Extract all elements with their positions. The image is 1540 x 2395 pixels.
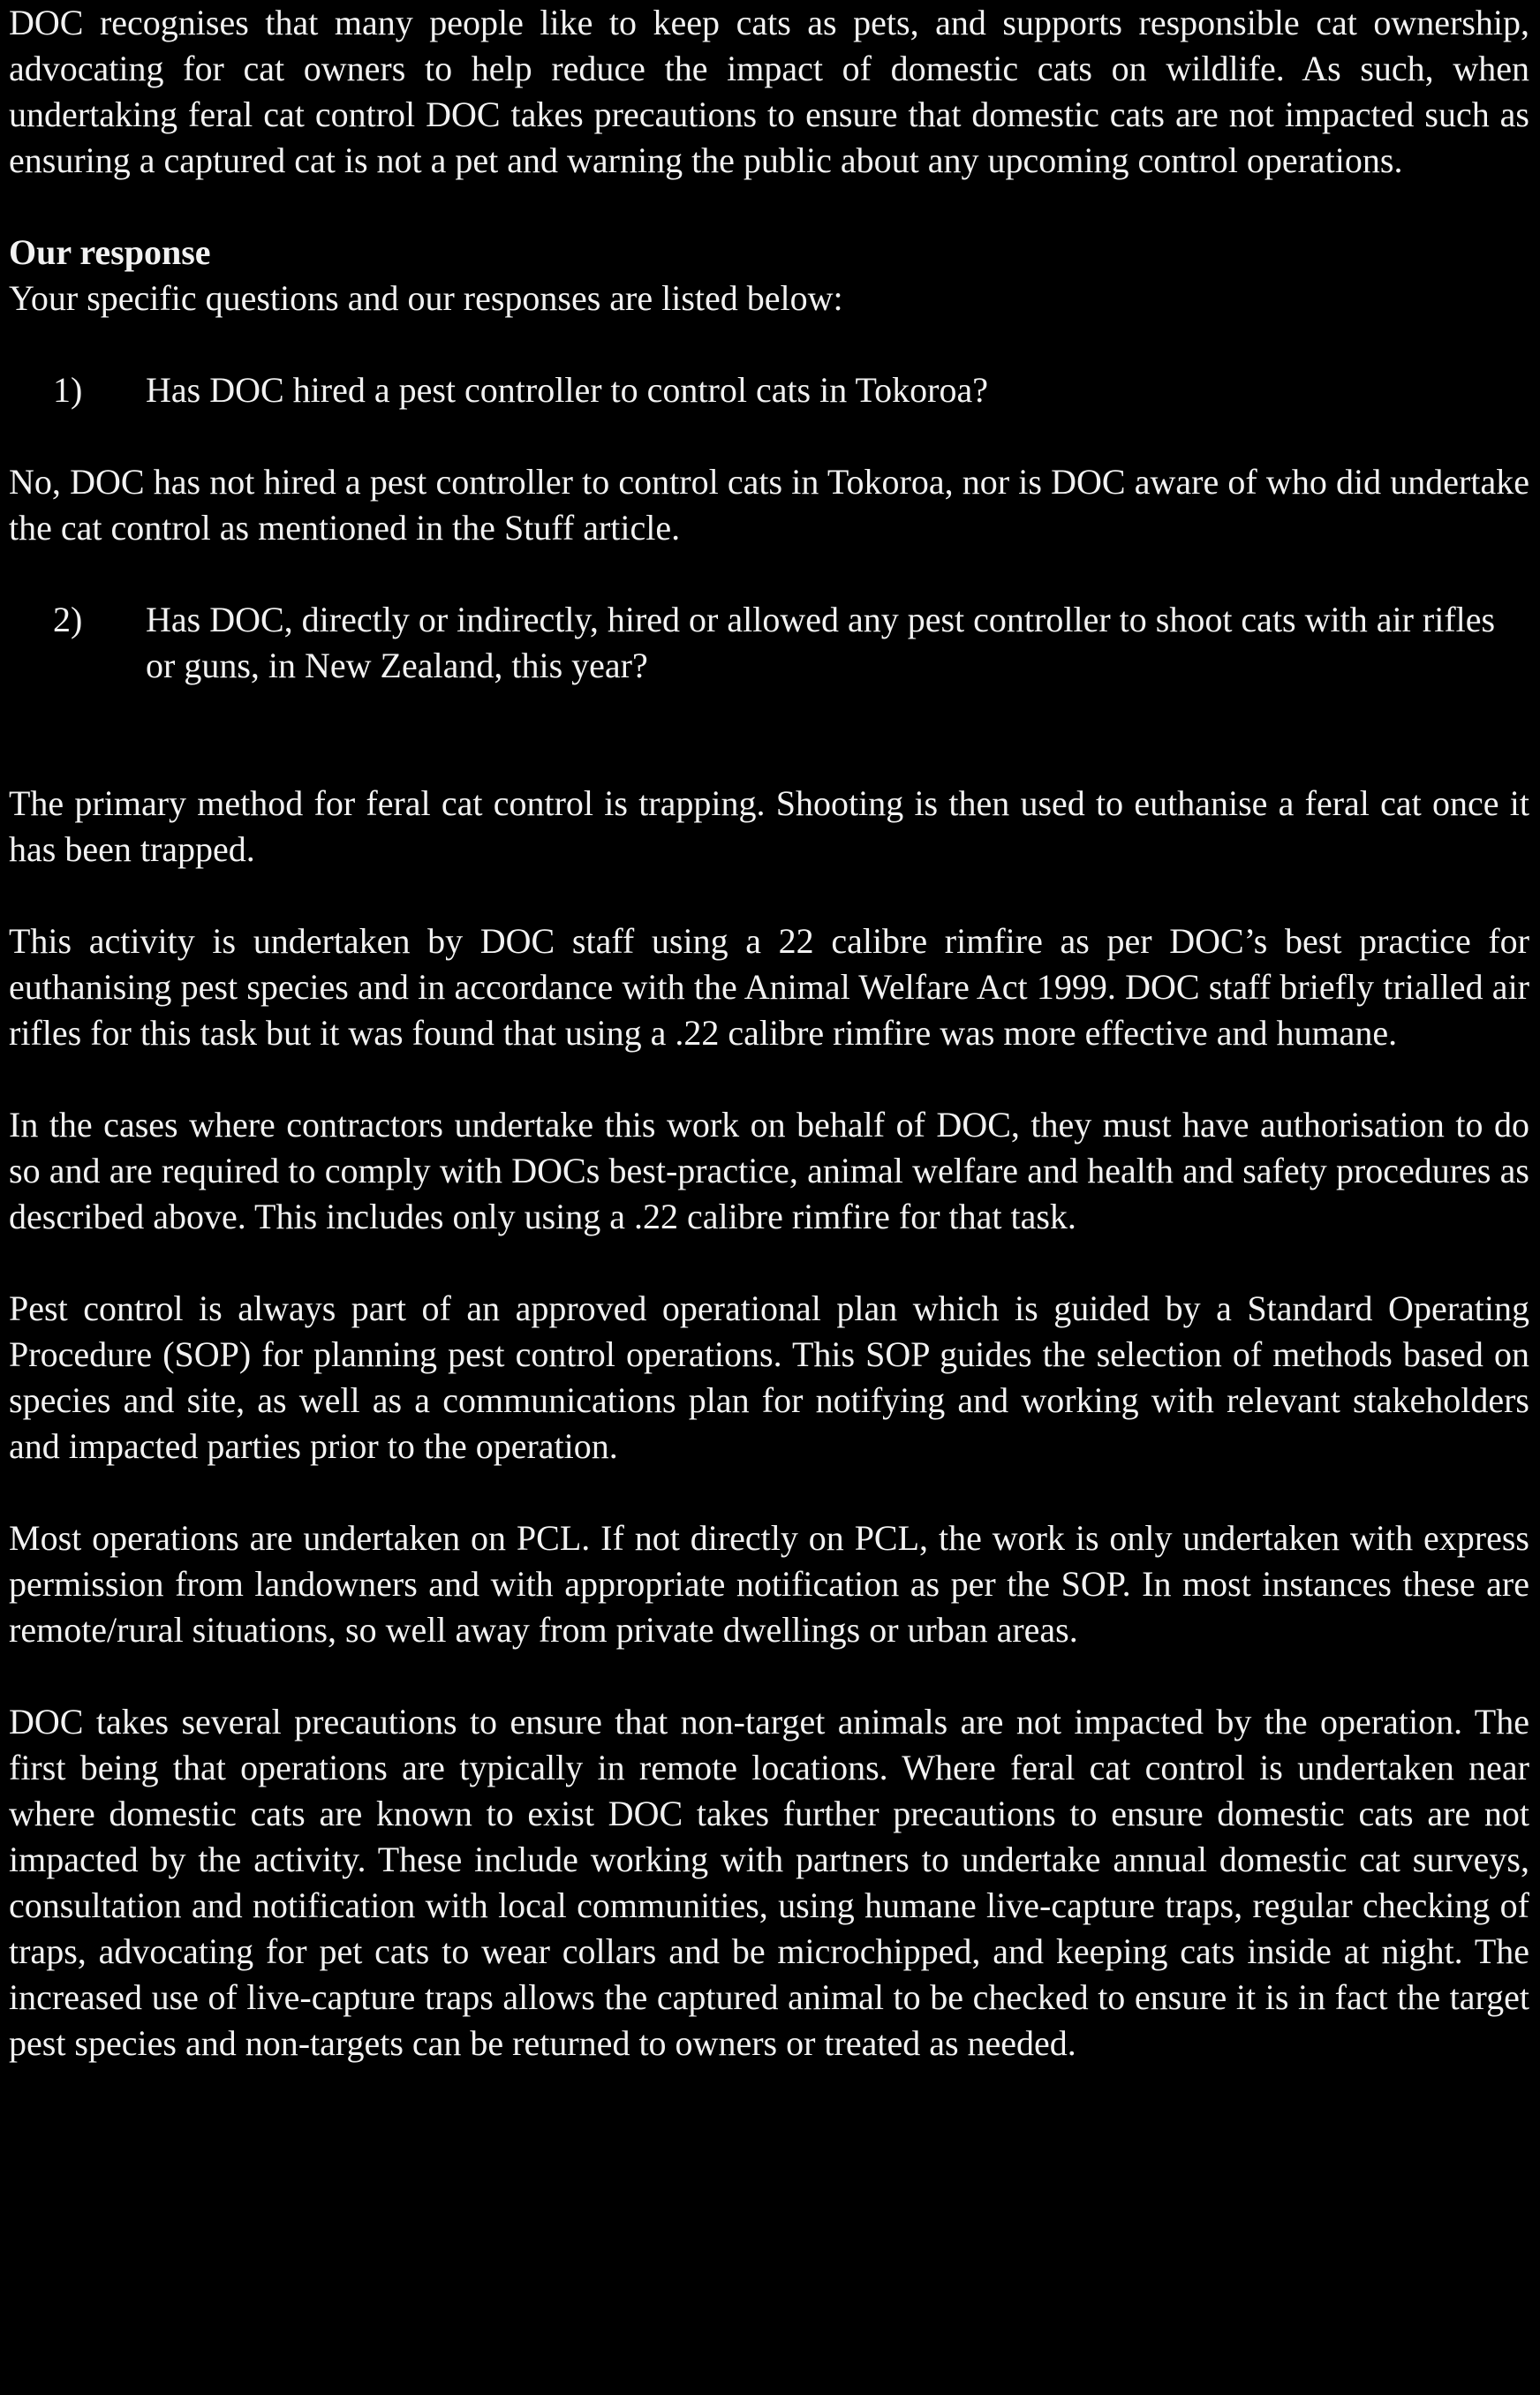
document-page xyxy=(9,0,1529,2112)
answer-2-paragraph-3: In the cases where contractors undertake this work on behalf of DOC, they must have authorisation to do so and are required to comply with DOCs best-practice, animal welfare and health and safety procedures as described above. This includes only using a .22 calibre rimfire for that task. xyxy=(9,1105,1529,1236)
answer-2-paragraph-6: DOC takes several precautions to ensure that non-target animals are not impacted by the operation. The first being that operations are typically in remote locations. Where feral cat control is undertaken near where domestic cats are known to exist DOC takes further precautions to ensure domestic cats are not impacted by the activity. These include working with partners to undertake annual domestic cat surveys, consultation and notification with local communities, using humane live-capture traps, regular checking of traps, advocating for pet cats to wear collars and be microchipped, and keeping cats inside at night. The increased use of live-capture traps allows the captured animal to be checked to ensure it is in fact the target pest species and non-targets can be returned to owners or treated as needed. xyxy=(9,1702,1529,2063)
question-1-number: 1) xyxy=(53,370,83,410)
answer-2-paragraph-4: Pest control is always part of an approved operational plan which is guided by a Standard Operating Procedure (SOP) for planning pest control operations. This SOP guides the selection of methods based on species and site, as well as a communications plan for notifying and working with relevant stakeholders and impacted parties prior to the operation. xyxy=(9,1288,1529,1466)
section-intro: Your specific questions and our responses are listed below: xyxy=(9,278,843,318)
answer-2-paragraph-2: This activity is undertaken by DOC staff using a 22 calibre rimfire as per DOC’s best practice for euthanising pest species and in accordance with the Animal Welfare Act 1999. DOC staff briefly trialled air rifles for this task but it was found that using a .22 calibre rimfire was more effective and humane. xyxy=(9,921,1529,1053)
blank-gap xyxy=(9,735,1529,781)
question-2 xyxy=(9,597,1529,689)
question-1 xyxy=(9,367,1529,413)
question-1-text: Has DOC hired a pest controller to control cats in Tokoroa? xyxy=(146,370,988,410)
question-2-text: Has DOC, directly or indirectly, hired or allowed any pest controller to shoot cats with air rifles or guns, in New Zealand, this year? xyxy=(146,600,1496,685)
section-heading: Our response xyxy=(9,232,211,272)
intro-paragraph: DOC recognises that many people like to keep cats as pets, and supports responsible cat ownership, advocating for cat owners to help reduce the impact of domestic cats on wildlife. As such, when undertaking feral cat control DOC takes precautions to ensure that domestic cats are not impacted such as ensuring a captured cat is not a pet and warning the public about any upcoming control operations. xyxy=(9,3,1529,180)
answer-2-paragraph-5: Most operations are undertaken on PCL. If not directly on PCL, the work is only undertaken with express permission from landowners and with appropriate notification as per the SOP. In most instances these are remote/rural situations, so well away from private dwellings or urban areas. xyxy=(9,1518,1529,1650)
answer-1-paragraph: No, DOC has not hired a pest controller to control cats in Tokoroa, nor is DOC aware of who did undertake the cat control as mentioned in the Stuff article. xyxy=(9,462,1529,548)
answer-2-paragraph-1: The primary method for feral cat control is trapping. Shooting is then used to euthanise a feral cat once it has been trapped. xyxy=(9,783,1529,869)
question-2-number: 2) xyxy=(53,600,83,639)
